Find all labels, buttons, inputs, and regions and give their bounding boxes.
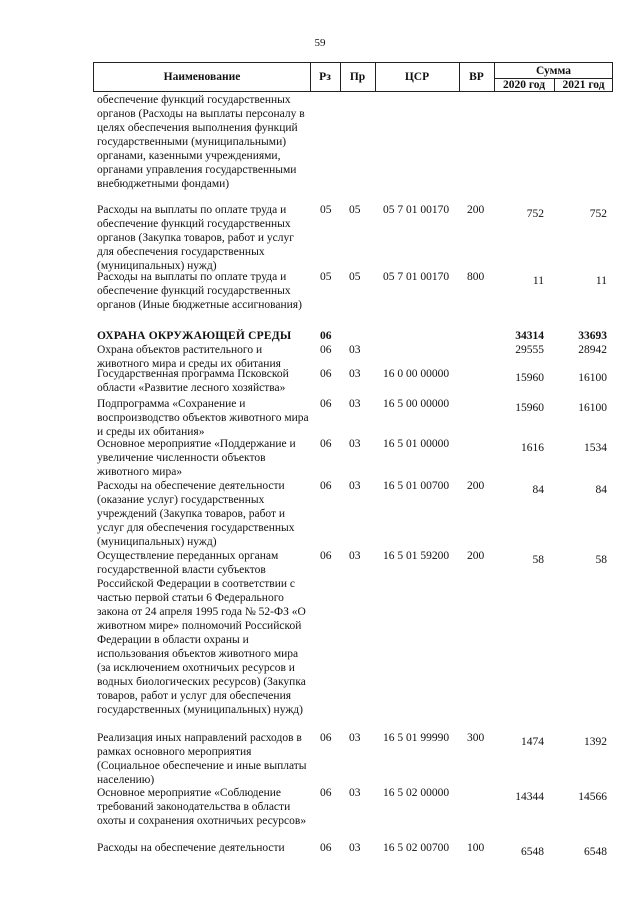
cell-name: Государственная программа Псковской области «Развитие лесного хозяйства» <box>97 368 289 394</box>
cell-pr: 03 <box>349 438 361 450</box>
cell-vr: 200 <box>467 550 485 562</box>
cell-2021: 1534 <box>584 442 607 454</box>
cell-csr: 16 5 00 00000 <box>383 398 450 410</box>
cell-name: Реализация иных направлений расходов в рамках основного мероприятия (Социальное обеспечение и иные выплаты населению) <box>97 732 307 786</box>
header-rz: Рз <box>319 71 331 83</box>
header-vr: ВР <box>469 71 484 83</box>
cell-name: Основное мероприятие «Соблюдение требований законодательства в области охоты и сохранения охотничьих ресурсов» <box>97 787 307 827</box>
cell-csr: 16 5 01 00000 <box>383 438 450 450</box>
cell-2020: 752 <box>526 208 544 220</box>
cell-rz: 06 <box>320 480 332 492</box>
cell-rz: 05 <box>320 271 332 283</box>
cell-csr: 16 5 02 00000 <box>383 787 450 799</box>
cell-csr: 16 5 02 00700 <box>383 842 450 854</box>
cell-vr: 200 <box>467 480 485 492</box>
cell-2020: 11 <box>532 275 544 287</box>
cell-name: обеспечение функций государственных органов (Расходы на выплаты персоналу в целях обеспечения выполнения функций государственными (муниципальными) органами, казенными учреждениями, органами управления государственными внебюджетными фондами) <box>97 94 305 190</box>
cell-pr: 03 <box>349 787 361 799</box>
cell-2021: 33693 <box>578 330 607 342</box>
cell-2020: 14344 <box>515 791 544 803</box>
cell-pr: 05 <box>349 204 361 216</box>
cell-vr: 800 <box>467 271 485 283</box>
cell-name: Основное мероприятие «Поддержание и увеличение численности объектов животного мира» <box>97 438 296 478</box>
cell-csr: 16 5 01 59200 <box>383 550 450 562</box>
cell-2021: 16100 <box>578 402 607 414</box>
cell-2020: 1616 <box>521 442 544 454</box>
cell-name: Расходы на обеспечение деятельности (оказание услуг) государственных учреждений (Закупка товаров, работ и услуг для обеспечения государственных (муниципальных) нужд) <box>97 480 295 548</box>
header-2021: 2021 год <box>562 79 605 91</box>
cell-vr: 300 <box>467 732 485 744</box>
header-name: Наименование <box>163 71 241 83</box>
cell-2021: 14566 <box>578 791 607 803</box>
table-row <box>0 786 640 828</box>
cell-2020: 1474 <box>521 736 544 748</box>
table-row <box>0 329 640 343</box>
cell-2020: 84 <box>532 484 544 496</box>
cell-rz: 06 <box>320 368 332 380</box>
cell-rz: 06 <box>320 398 332 410</box>
cell-2021: 28942 <box>578 344 607 356</box>
cell-rz: 06 <box>320 787 332 799</box>
cell-pr: 03 <box>349 732 361 744</box>
cell-name: Охрана объектов растительного и животного мира и среды их обитания <box>97 344 281 370</box>
cell-rz: 05 <box>320 204 332 216</box>
cell-2020: 15960 <box>515 372 544 384</box>
cell-pr: 05 <box>349 271 361 283</box>
cell-name: Расходы на выплаты по оплате труда и обеспечение функций государственных органов (Закупка товаров, работ и услуг для обеспечения государственных (муниципальных) нужд) <box>97 204 294 272</box>
cell-2021: 16100 <box>578 372 607 384</box>
cell-csr: 05 7 01 00170 <box>383 271 450 283</box>
cell-rz: 06 <box>320 330 332 342</box>
cell-rz: 06 <box>320 842 332 854</box>
cell-2021: 11 <box>595 275 607 287</box>
table-row <box>0 437 640 479</box>
cell-rz: 06 <box>320 550 332 562</box>
cell-pr: 03 <box>349 398 361 410</box>
cell-pr: 03 <box>349 344 361 356</box>
table-header <box>93 62 613 92</box>
table-row <box>0 203 640 273</box>
cell-pr: 03 <box>349 550 361 562</box>
cell-2020: 15960 <box>515 402 544 414</box>
cell-name: Расходы на обеспечение деятельности <box>97 842 285 854</box>
header-sum: Сумма <box>536 64 571 77</box>
table-row <box>0 841 640 858</box>
cell-rz: 06 <box>320 732 332 744</box>
cell-rz: 06 <box>320 438 332 450</box>
cell-csr: 16 5 01 99990 <box>383 732 450 744</box>
cell-csr: 16 5 01 00700 <box>383 480 450 492</box>
cell-2021: 6548 <box>584 846 607 858</box>
cell-rz: 06 <box>320 344 332 356</box>
table-row <box>0 549 640 717</box>
header-csr: ЦСР <box>404 71 430 83</box>
cell-2021: 84 <box>595 484 607 496</box>
cell-2020: 34314 <box>515 330 544 342</box>
cell-csr: 05 7 01 00170 <box>383 204 450 216</box>
cell-2020: 29555 <box>515 344 544 356</box>
page-number: 59 <box>314 37 326 49</box>
cell-2020: 6548 <box>521 846 544 858</box>
cell-vr: 200 <box>467 204 485 216</box>
cell-name: Подпрограмма «Сохранение и воспроизводство объектов животного мира и среды их обитания» <box>97 398 309 438</box>
table-row <box>0 731 640 787</box>
cell-name: Расходы на выплаты по оплате труда и обеспечение функций государственных органов (Иные бюджетные ассигнования) <box>97 271 302 311</box>
table-row <box>0 270 640 312</box>
table-row <box>0 397 640 439</box>
table-row <box>0 93 640 191</box>
cell-pr: 03 <box>349 368 361 380</box>
table-row <box>0 367 640 395</box>
cell-vr: 100 <box>467 842 485 854</box>
cell-pr: 03 <box>349 842 361 854</box>
header-pr: Пр <box>349 71 366 83</box>
cell-2021: 58 <box>595 554 607 566</box>
cell-name: Осуществление переданных органам государственной власти субъектов Российской Федерации в соответствии с частью первой статьи 6 Федерального закона от 24 апреля 1995 года № 52-ФЗ «О животном мире» полномочий Российской Федерации в области охраны и использования объектов животного мира (за исключением охотничьих ресурсов и водных биологических ресурсов) (Закупка товаров, работ и услуг для обеспечения государственных (муниципальных) нужд) <box>97 550 306 716</box>
cell-2020: 58 <box>532 554 544 566</box>
cell-2021: 752 <box>589 208 607 220</box>
header-2020: 2020 год <box>502 79 546 91</box>
cell-2021: 1392 <box>584 736 607 748</box>
cell-pr: 03 <box>349 480 361 492</box>
table-row <box>0 479 640 549</box>
cell-csr: 16 0 00 00000 <box>383 368 450 380</box>
cell-name: ОХРАНА ОКРУЖАЮЩЕЙ СРЕДЫ <box>97 330 292 342</box>
